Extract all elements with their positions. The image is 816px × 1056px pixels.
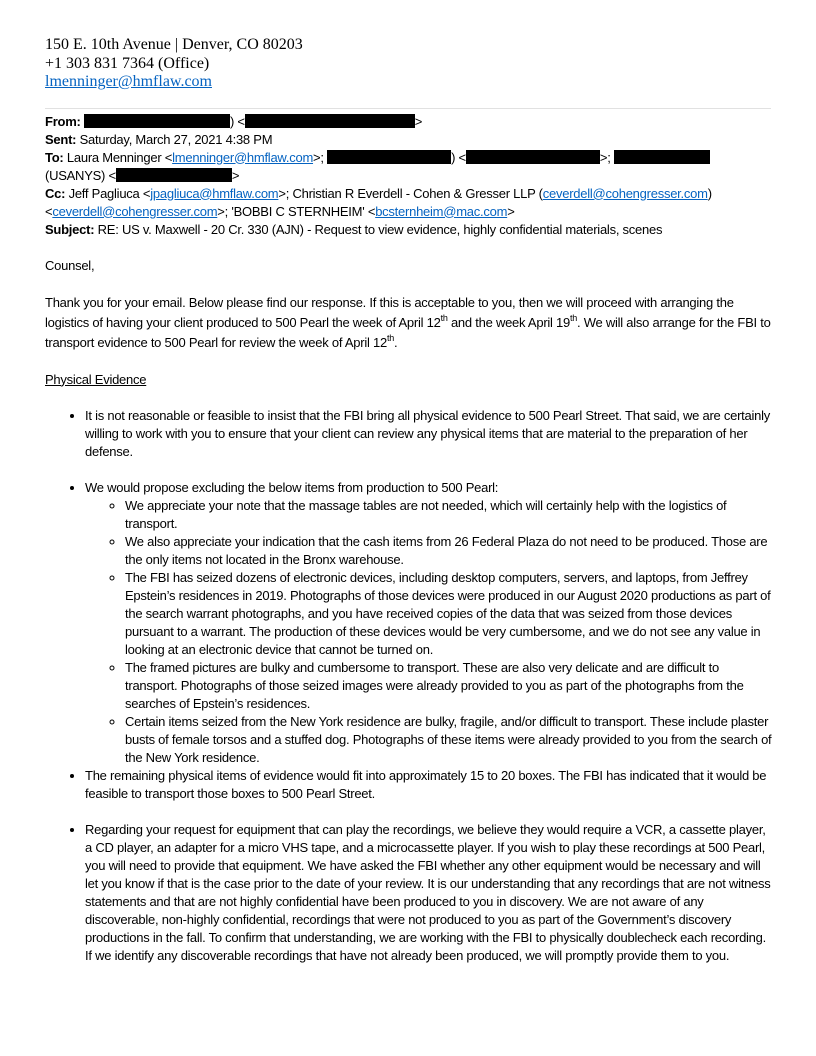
divider — [45, 108, 771, 109]
intro-paragraph — [45, 293, 773, 353]
to-email-link[interactable]: lmenninger@hmflaw.com — [172, 149, 314, 165]
redaction — [466, 150, 600, 164]
redaction — [84, 114, 230, 128]
redaction — [116, 168, 232, 182]
sub-list-item: ◦ The framed pictures are bulky and cumbersome to transport. These are also very delicate and are difficult to transport. Photographs of those seized images were already provided to you as part of the photographs from the searches of Epstein’s residences. — [125, 659, 773, 713]
cc-name: >; 'BOBBI C STERNHEIM' < — [217, 203, 376, 219]
intro-text: Thank you for your email. Below please find our response. If this is acceptable to you, then we will proceed with arranging the logistics of having your client produced to 500 Pearl the week of April 12 — [45, 294, 734, 330]
sent-value: Saturday, March 27, 2021 4:38 PM — [79, 131, 273, 147]
superscript: th — [440, 312, 448, 323]
redaction — [327, 150, 451, 164]
cc-email-link[interactable]: ceverdell@cohengresser.com — [52, 203, 218, 219]
cc-email-link[interactable]: ceverdell@cohengresser.com — [542, 185, 708, 201]
bullet-list — [45, 407, 773, 965]
list-item — [85, 479, 773, 767]
cc-name: >; Christian R Everdell - Cohen & Gresser LLP ( — [278, 185, 543, 201]
email-header — [45, 113, 775, 239]
signature-phone: +1 303 831 7364 (Office) — [45, 54, 210, 72]
sent-line — [45, 131, 775, 149]
subject-value: RE: US v. Maxwell - 20 Cr. 330 (AJN) - Request to view evidence, highly confidential materials, scenes — [97, 221, 663, 237]
superscript: th — [386, 332, 394, 343]
cc-name: Jeff Pagliuca < — [68, 185, 151, 201]
list-item: • It is not reasonable or feasible to insist that the FBI bring all physical evidence to 500 Pearl Street. That said, we are certainly willing to work with you to ensure that your client can review any physical items that are material to the preparation of her defense. — [85, 407, 773, 461]
intro-text: . We will also arrange for the FBI to transport evidence to 500 Pearl for review the week of April 12 — [45, 314, 771, 350]
superscript: th — [570, 312, 578, 323]
sub-list-item: ◦ We also appreciate your indication that the cash items from 26 Federal Plaza do not need to be produced. Those are the only items not located in the Bronx warehouse. — [125, 533, 773, 569]
sub-list-item: ◦ Certain items seized from the New York residence are bulky, fragile, and/or difficult to transport. These include plaster busts of female torsos and a stuffed dog. Photographs of these items were already provided to you from the search of the New York residence. — [125, 713, 773, 767]
to-usanys: (USANYS) < — [45, 167, 116, 183]
sub-list-item: ◦ We appreciate your note that the massage tables are not needed, which will certainly help with the logistics of transport. — [125, 497, 773, 533]
section-heading: Physical Evidence — [45, 371, 147, 387]
from-line: From: ) < > — [45, 113, 423, 129]
list-item-text: We would propose excluding the below items from production to 500 Pearl: — [85, 479, 499, 495]
to-label: To: — [45, 149, 64, 165]
list-item: • The remaining physical items of evidence would fit into approximately 15 to 20 boxes. The FBI has indicated that it would be feasible to transport those boxes to 500 Pearl Street. — [85, 767, 773, 803]
email-body — [45, 257, 773, 965]
signature-email-link[interactable]: lmenninger@hmflaw.com — [45, 73, 212, 90]
cc-line: Cc: Jeff Pagliuca <jpagliuca@hmflaw.com>; Christian R Everdell - Cohen & Gresser LLP (ceverdell@cohengresser.com) <ceverdell@cohengresser.com>; 'BOBBI C STERNHEIM' <bcsternheim@mac.com> — [45, 185, 712, 219]
redaction — [614, 150, 710, 164]
sent-label: Sent: — [45, 131, 77, 147]
sub-list — [85, 497, 773, 767]
cc-email-link[interactable]: bcsternheim@mac.com — [375, 203, 508, 219]
intro-text: and the week April 19 — [447, 314, 571, 330]
intro-text: . — [393, 334, 398, 350]
signature-address: 150 E. 10th Avenue | Denver, CO 80203 — [45, 36, 303, 53]
cc-email-link[interactable]: jpagliuca@hmflaw.com — [150, 185, 279, 201]
subject-line — [45, 221, 775, 239]
to-line: To: Laura Menninger <lmenninger@hmflaw.com>; ) < >; (USANYS) < > — [45, 149, 775, 185]
redaction — [245, 114, 415, 128]
greeting: Counsel, — [45, 257, 95, 273]
cc-label: Cc: — [45, 185, 66, 201]
subject-label: Subject: — [45, 221, 95, 237]
from-label: From: — [45, 113, 81, 129]
to-name: Laura Menninger < — [66, 149, 173, 165]
signature-block — [45, 36, 775, 92]
sub-list-item: ◦ The FBI has seized dozens of electronic devices, including desktop computers, servers, and laptops, from Jeffrey Epstein’s residences in 2019. Photographs of those devices were produced in our August 2020 productions as part of the search warrant photographs, and you have received copies of the data that was seized from those devices pursuant to a warrant. The production of these devices would be very cumbersome, and we do not see any value in looking at an electronic device that cannot be turned on. — [125, 569, 773, 659]
list-item: • Regarding your request for equipment that can play the recordings, we believe they would require a VCR, a cassette player, a CD player, an adapter for a micro VHS tape, and a microcassette player. If you wish to play these recordings at 500 Pearl, you will need to provide that equipment. We have asked the FBI whether any other equipment would be necessary and will let you know if that is the case prior to the date of your review. It is our understanding that any recordings that are not witness statements and that are not highly confidential have been produced to you in discovery. We are not aware of any discoverable, non-highly confidential, recordings that were not produced to you as part of the Government’s discovery productions in the fall. To confirm that understanding, we are working with the FBI to physically doublecheck each recording. If we identify any discoverable recordings that have not already been produced, we will promptly provide them to you. — [85, 821, 773, 965]
